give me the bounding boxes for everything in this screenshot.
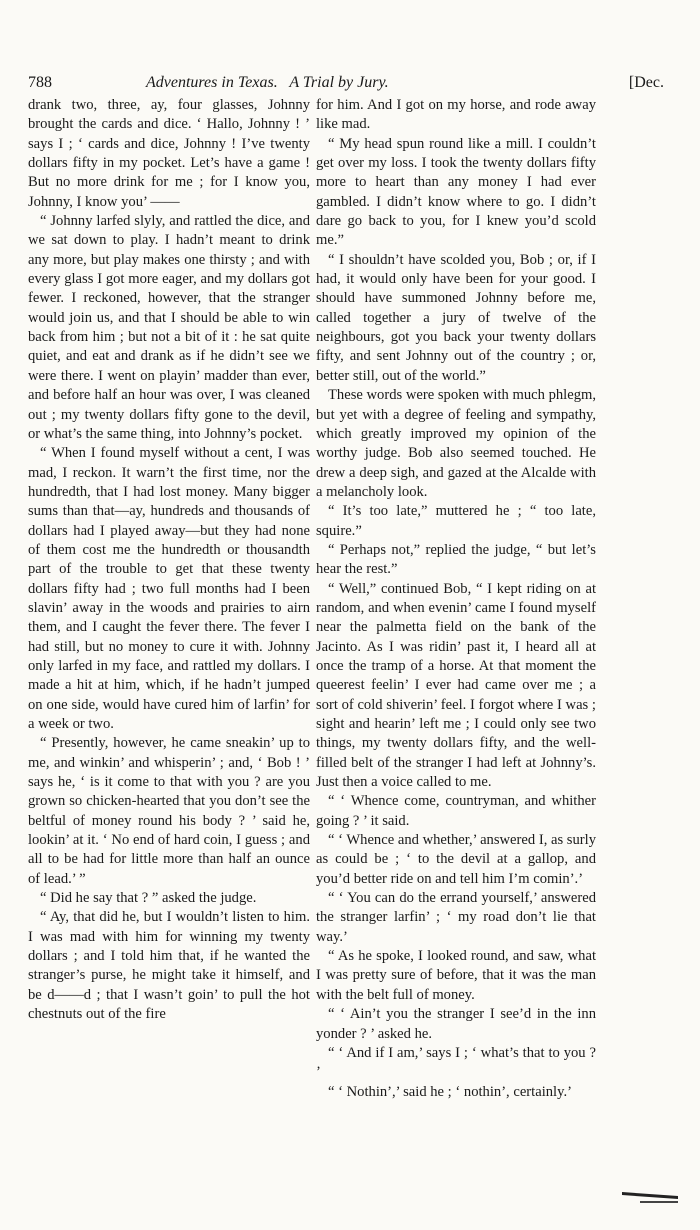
paragraph: “ I shouldn’t have scolded you, Bob ; or, if I had, it would only have been for your good. I should have summoned Johnny before me, called together a jury of twelve of the neighbours, got you back your twenty dollars fifty, and sent Johnny out of the country ; or, better still, out of the world.” [316,251,596,384]
paragraph: “ As he spoke, I looked round, and saw, what I was pretty sure of before, that it was the man with the belt full of money. [316,948,596,1003]
page-edge-mark [622,1192,678,1199]
paragraph: “ ‘ You can do the errand yourself,’ answered the stranger larfin’ ; ‘ my road don’t lie that way.’ [316,890,596,945]
month-label: [Dec. [628,74,664,91]
paragraph: “ Presently, however, he came sneakin’ up to me, and winkin’ and whisperin’ ; and, ‘ Bob ! ’ says he, ‘ is it come to that with you ? are you grown so chicken-hearted that you don’t see the beltful of money round his body ? ’ said he, lookin’ at it. ‘ No end of hard coin, I guess ; and all to be had for little more than half an ounce of lead.’ ” [28,735,310,887]
paragraph: “ ‘ Ain’t you the stranger I see’d in the inn yonder ? ’ asked he. [316,1006,596,1042]
paragraph: “ When I found myself without a cent, I was mad, I reckon. It warn’t the first time, nor the hundredth, that I had lost money. Many bigger sums than that—ay, hundreds and thousands of dollars had I played away—but they had none of them cost me the hundredth or thousandth part of the trouble to get that these twenty dollars fifty had ; two full months had I been slavin’ away in the woods and prairies to airn them, and I caught the fever there. The fever I had still, but no money to cure it with. Johnny only larfed in my face, and rattled my dollars. I made a hit at him, which, if he hadn’t jumped on one side, would have cured him of larfin’ for a week or two. [28,445,310,732]
paragraph: for him. And I got on my horse, and rode away like mad. [316,97,596,133]
paragraph: “ My head spun round like a mill. I couldn’t get over my loss. I took the twenty dollars fifty more to heart than any money I had ever gambled. I didn’t know where to go. I didn’t dare go back to you, for I knew you’d scold me.” [316,135,596,249]
right-column [316,96,596,1102]
paragraph: “ ‘ Nothin’,’ said he ; ‘ nothin’, certainly.’ [328,1083,572,1100]
page-header [28,74,672,98]
paragraph: “ Johnny larfed slyly, and rattled the dice, and we sat down to play. I hadn’t meant to drink any more, but play makes one thirsty ; and with every glass I got more eager, and my dollars got fewer. I reckoned, however, that the stranger would join us, and that I should be able to win back from him ; but not a bit of it : he sat quite quiet, and eat and drank as if he didn’t see we were there. I went on playin’ madder than ever, and before half an hour was over, I was cleaned out ; my twenty dollars fifty gone to the devil, or what’s the same thing, into Johnny’s pocket. [28,213,310,442]
left-column [28,96,310,1025]
paragraph: “ Ay, that did he, but I wouldn’t listen to him. I was mad with him for winning my twenty dollars ; and I told him that, if he wanted the stranger’s purse, he might take it himself, and be d——d ; that I wasn’t goin’ to pull the hot chestnuts out of the fire [28,909,310,1023]
paragraph: “ ‘ Whence and whether,’ answered I, as surly as could be ; ‘ to the devil at a gallop, and you’d better ride on and tell him I’m comin’.’ [316,832,596,887]
paragraph: “ It’s too late,” muttered he ; “ too late, squire.” [316,503,596,539]
paragraph: “ Perhaps not,” replied the judge, “ but let’s hear the rest.” [316,541,596,578]
paragraph: “ Did he say that ? ” asked the judge. [40,890,257,907]
paragraph: “ ‘ Whence come, countryman, and whither going ? ’ it said. [316,793,596,829]
paragraph: “ ‘ And if I am,’ says I ; ‘ what’s that to you ? ’ [316,1044,596,1081]
paragraph: “ Well,” continued Bob, “ I kept riding on at random, and when evenin’ came I found myself near the palmetta field on the bank of the Jacinto. As I was ridin’ past it, I heard all at once the tramp of a horse. At that moment the queerest feelin’ I ever had came over me ; a sort of cold shiverin’ feel. I forgot where I was ; sight and hearin’ left me ; I could only see two things, my twenty dollars fifty, and the well-filled belt of the stranger I had left at Johnny’s. Just then a voice called to me. [316,580,596,791]
running-title: Adventures in Texas. A Trial by Jury. [146,74,389,91]
paragraph: These words were spoken with much phlegm, but yet with a degree of feeling and sympathy, which greatly improved my opinion of the worthy judge. Bob also seemed touched. He drew a deep sigh, and gazed at the Alcalde with a melancholy look. [316,387,596,500]
paragraph: drank two, three, ay, four glasses, Johnny brought the cards and dice. ‘ Hallo, Johnny ! ’ says I ; ‘ cards and dice, Johnny ! I’ve twenty dollars fifty in my pocket. Let’s have a game ! But no more drink for me ; for I know you, Johnny, I know you’ —— [28,97,310,210]
page-number: 788 [28,74,52,91]
page-edge-mark [640,1201,678,1203]
